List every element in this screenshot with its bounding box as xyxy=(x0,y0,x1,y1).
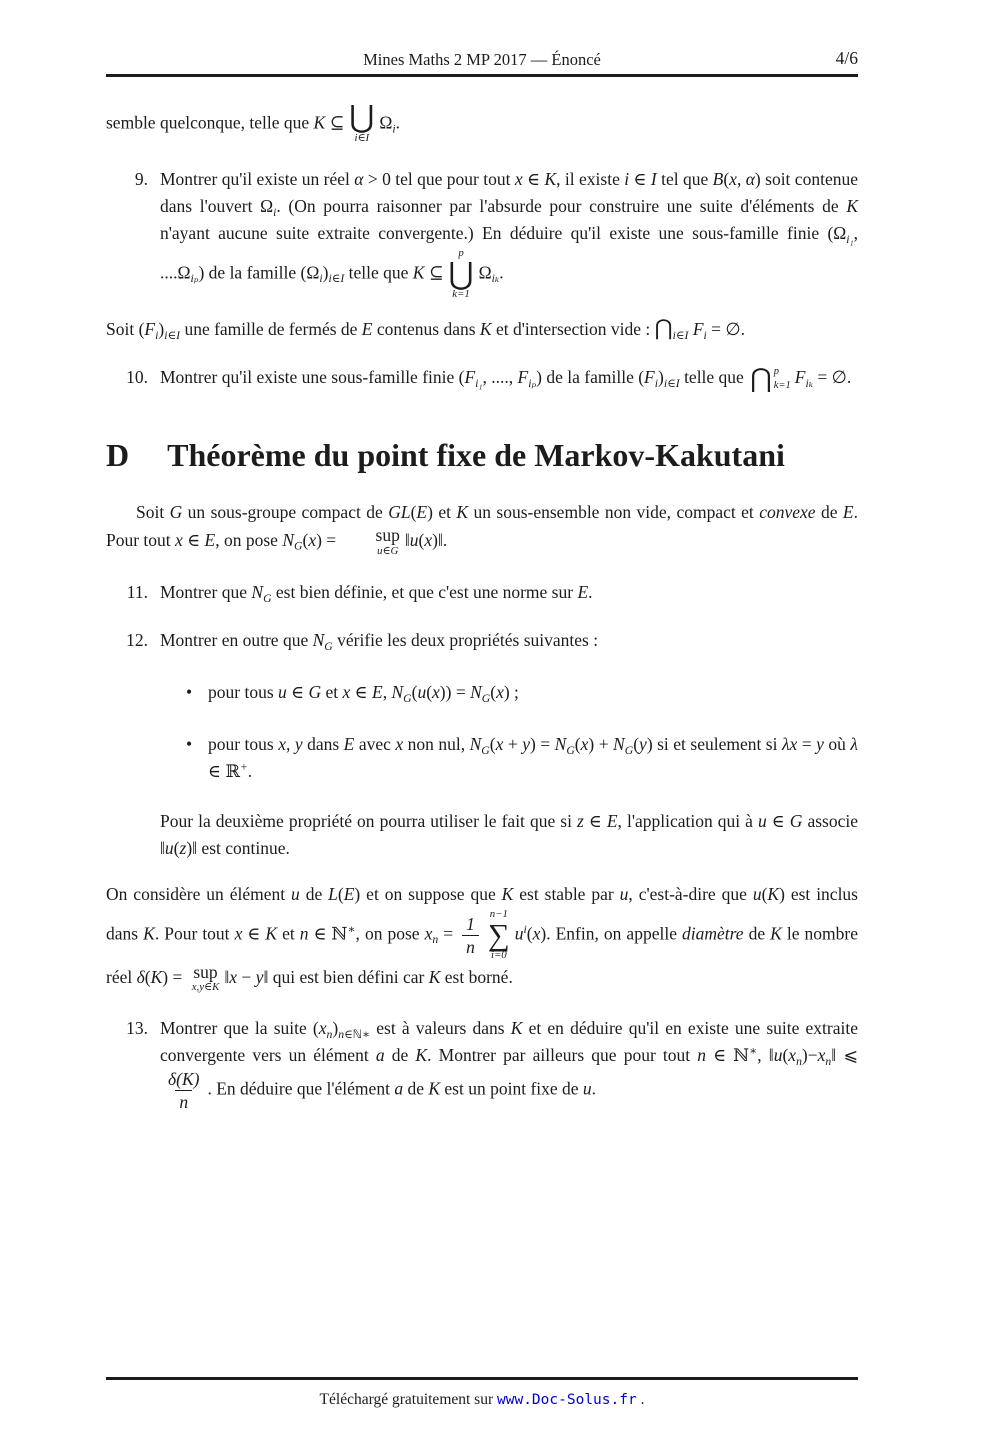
header-title: Mines Maths 2 MP 2017 — Énoncé xyxy=(363,50,601,69)
bullet-text: pour tous x, y dans E avec x non nul, $N_G(x + y) = N_G(x) + N_G(y)$ si et seulement si λx = y où λ ∈ ℝ+. xyxy=(208,734,858,782)
bullet-text: pour tous u ∈ G et x ∈ E, $N_G(u(x)) = N_G(x)$ ; xyxy=(208,682,519,706)
page-header xyxy=(106,46,858,70)
item-text: Montrer en outre que $N_G$ vérifie les deux propriétés suivantes : xyxy=(160,630,599,654)
bullet-marker: • xyxy=(186,682,193,703)
item-number: 11. xyxy=(126,582,148,603)
item-text: Montrer que la suite $(x_n)_{n\in ℕ∗}$ est à valeurs dans K et en déduire qu'il en existe une suite extraite convergente vers un élément a de K. Montrer par ailleurs que pour tout n ∈ ℕ∗, $‖u(x_n)-x_n‖$ ⩽ $\frac{\delta(K)}{n}$ . En déduire que l'élément a de K est un point fixe de u. xyxy=(160,1017,858,1113)
document-content xyxy=(106,98,858,1112)
hint-paragraph: Pour la deuxième propriété on pourra utiliser le fait que si z ∈ E, l'application qui à u ∈ G associe ‖u(z)‖ est continue. xyxy=(160,811,858,859)
question-9 xyxy=(106,166,858,302)
bullet-item-1 xyxy=(186,679,858,706)
intro-paragraph: semble quelconque, telle que K ⊆ ⋃ i∈I $\Omega_i$. xyxy=(106,100,400,144)
item-text: Montrer qu'il existe une sous-famille finie ($F_{i_1}$, ...., $F_{i_p}$) de la famille $(F_i)_{i\in I}$ telle que ⋂ p k=1 $F_{i_k}$ = ∅. xyxy=(160,363,852,393)
considere-paragraph: On considère un élément u de L(E) et on suppose que K est stable par u, c'est-à-dire que u(K) est inclus dans K. Pour tout x ∈ K et n ∈ ℕ∗, on pose $x_n$ = $\frac{1}{n}$ n−1 ∑ i=0 $u^i(x)$. Enfin, on appelle diamètre de K le nombre réel δ(K) = sup x,y∈K ‖x − y‖ qui est bien défini car K est borné. xyxy=(106,884,858,994)
question-11 xyxy=(106,579,858,606)
item-number: 12. xyxy=(126,630,148,651)
section-title: Théorème du point fixe de Markov-Kakutani xyxy=(167,437,785,474)
item-number: 10. xyxy=(126,366,148,387)
page-number: 4/6 xyxy=(835,48,858,68)
doc-solus-link[interactable]: www.Doc-Solus.fr xyxy=(497,1392,637,1408)
item-number: 13. xyxy=(126,1017,148,1038)
question-12 xyxy=(106,627,858,654)
bullet-marker: • xyxy=(186,734,193,755)
section-letter: D xyxy=(106,437,130,474)
groupe-paragraph: Soit G un sous-groupe compact de GL(E) et K un sous-ensemble non vide, compact et convexe de E. Pour tout x ∈ E, on pose $N_G(x)$ = sup u∈G ‖u(x)‖. xyxy=(106,502,858,557)
download-note-period: . xyxy=(640,1391,645,1408)
download-note xyxy=(106,1386,858,1414)
item-text: Montrer qu'il existe un réel α > 0 tel que pour tout x ∈ K, il existe i ∈ I tel que B(x, α) soit contenue dans l'ouvert $\Omega_i$. (On pourra raisonner par l'absurde pour construire une suite d'éléments de K n'ayant aucune suite extraite convergente.) En déduire qu'il existe une sous-famille finie ($\Omega_{i_1}$, $....\Omega_{i_p}$) de la famille $(\Omega_i)_{i\in I}$ telle que K ⊆ p ⋃ k=1 $\Omega_{i_k}$. xyxy=(160,169,858,301)
fermes-paragraph: Soit $(F_i)_{i\in I}$ une famille de fermés de E contenus dans K et d'intersection vide : $⋂_{i\in I}$ $F_i$ = ∅. xyxy=(106,315,746,342)
section-heading xyxy=(106,436,858,474)
question-10 xyxy=(106,364,858,393)
download-note-text: Téléchargé gratuitement sur xyxy=(319,1391,494,1408)
question-13 xyxy=(106,1015,858,1112)
item-text: Montrer que $N_G$ est bien définie, et que c'est une norme sur E. xyxy=(160,582,593,606)
header-rule xyxy=(106,74,858,77)
footer-rule xyxy=(106,1377,858,1380)
item-number: 9. xyxy=(134,169,148,190)
bullet-item-2 xyxy=(186,731,858,785)
